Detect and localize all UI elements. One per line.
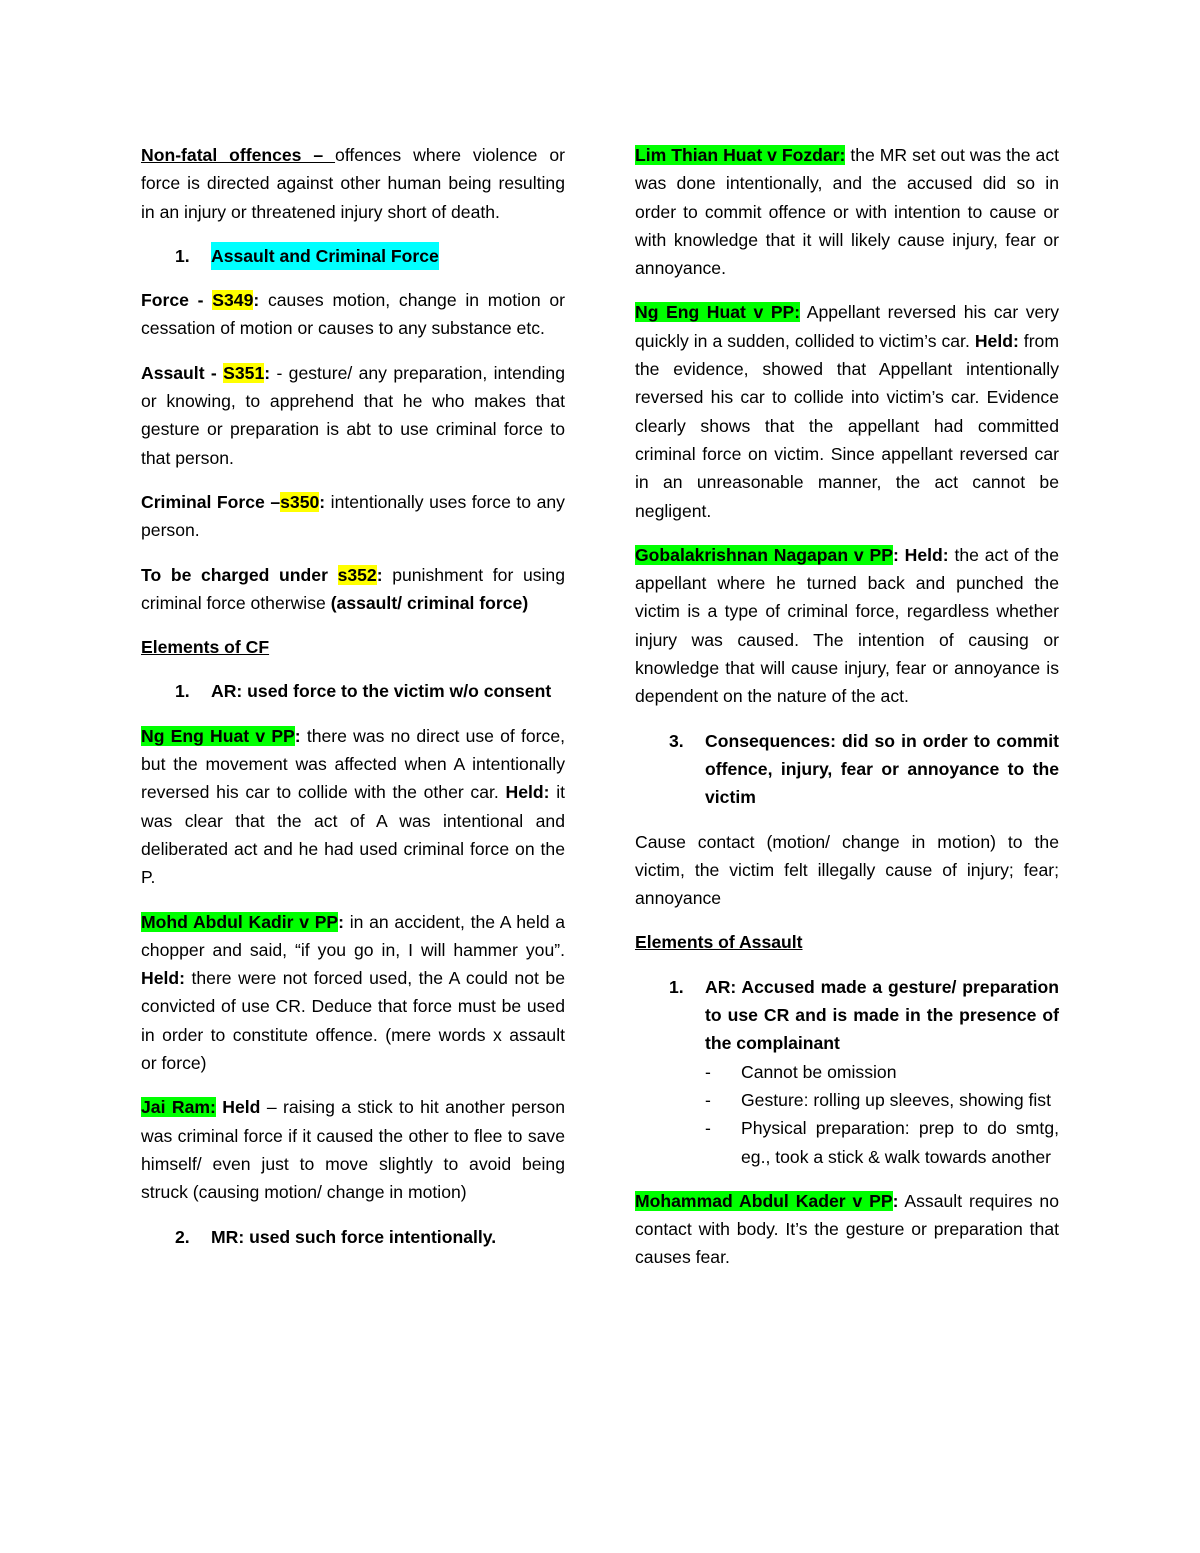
dash-text: Cannot be omission: [741, 1061, 897, 1082]
force-text: causes motion, change in motion or cessation of motion or causes to any substance etc.: [141, 290, 565, 339]
intro-text: offences where violence or force is directed against other human being resulting in an injury or threatened injury short of death.: [141, 145, 565, 222]
charged-bold-tail: (assault/ criminal force): [330, 592, 529, 613]
dash-marker: -: [705, 1089, 711, 1110]
case-text: there was no direct use of force, but the movement was affected when A intentionally reversed his car to collide with the other car.: [141, 725, 565, 803]
intro-term: Non-fatal offences –: [141, 145, 336, 165]
list-item: [669, 973, 1059, 1058]
section-heading-number: 1.: [175, 245, 190, 266]
case-held: Held:: [141, 968, 185, 989]
case-name: Jai Ram:: [141, 1097, 216, 1118]
criminal-force-section: s350: [280, 491, 320, 512]
case-mohammad-abdul-kader: [635, 1187, 1059, 1272]
charged-section: s352: [337, 564, 377, 585]
list-item-text: AR: used force to the victim w/o consent: [211, 681, 552, 702]
case-text: Assault requires no contact with body. It’s the gesture or preparation that causes fear.: [635, 1190, 1059, 1268]
criminal-force-text: intentionally uses force to any person.: [141, 491, 565, 541]
right-column: [635, 141, 1059, 1288]
case-text: it was clear that the act of A was intentional and deliberated act and he had used criminal force on the P.: [141, 782, 565, 888]
case-text: the MR set out was the act was done intentionally, and the accused did so in order to commit offence or with intention to cause or with knowledge that it will likely cause injury, fear or annoyance.: [635, 145, 1060, 279]
dash-marker: -: [705, 1061, 711, 1082]
case-name: Ng Eng Huat v PP: [141, 725, 295, 746]
case-text: there were not forced used, the A could not be convicted of use CR. Deduce that force must be used in order to constitute offence. (mere words x assault or force): [141, 968, 565, 1074]
case-text: the act of the appellant where he turned back and punched the victim is a type of criminal force, regardless whether injury was caused. The intention of causing or knowledge that will cause injury, fear or annoyance is dependent on the nature of the act.: [635, 544, 1059, 707]
case-text: from the evidence, showed that Appellant intentionally reversed his car to collide into victim’s car. Evidence clearly shows that the appellant had committed criminal force on victim. Since appellant reversed car in an unreasonable manner, the act cannot be negligent.: [635, 330, 1059, 521]
list-item-text: Consequences: did so in order to commit offence, injury, fear or annoyance to the victim: [705, 730, 1059, 808]
case-text: in an accident, the A held a chopper and said, “if you go in, I will hammer you”.: [141, 911, 566, 960]
elements-cf-heading: Elements of CF: [141, 637, 270, 658]
assault-colon: :: [264, 362, 271, 383]
force-colon: :: [253, 290, 260, 311]
case-colon: :: [892, 544, 899, 565]
case-jai-ram: [141, 1093, 565, 1206]
case-colon: :: [892, 1190, 899, 1211]
cause-paragraph: Cause contact (motion/ change in motion) to the victim, the victim felt illegally cause of injury; fear; annoyance: [635, 831, 1059, 909]
case-name: Gobalakrishnan Nagapan v PP: [635, 544, 893, 565]
case-lim-thian-huat: [635, 141, 1059, 282]
case-name: Lim Thian Huat v Fozdar:: [635, 145, 846, 165]
dash-list: [705, 1058, 1059, 1171]
force-definition: [141, 286, 565, 343]
assault-label: Assault -: [141, 362, 224, 383]
charged-text: punishment for using criminal force otherwise: [141, 564, 566, 613]
dash-item: [705, 1114, 1059, 1171]
intro-paragraph: [141, 141, 565, 226]
dash-marker: -: [705, 1118, 711, 1139]
case-held: Held:: [974, 330, 1019, 351]
case-name: Ng Eng Huat v PP:: [635, 302, 801, 323]
dash-text: Gesture: rolling up sleeves, showing fist: [741, 1089, 1051, 1110]
assault-text: - gesture/ any preparation, intending or knowing, to apprehend that he who makes that gesture or preparation is abt to use criminal force to that person.: [141, 362, 565, 468]
case-text: Appellant reversed his car very quickly in a sudden, collided to victim’s car.: [635, 302, 1059, 351]
list-item-number: 1.: [175, 681, 190, 702]
list-item-number: 1.: [669, 976, 684, 997]
dash-item: [705, 1058, 1059, 1086]
assault-section: S351: [223, 362, 265, 383]
case-mohd-abdul-kadir: [141, 908, 565, 1078]
criminal-force-definition: [141, 488, 565, 545]
charged-colon: :: [376, 564, 383, 585]
case-colon: :: [294, 725, 301, 746]
list-item: [669, 727, 1059, 812]
list-item-number: 3.: [669, 730, 684, 751]
case-held: Held:: [898, 544, 949, 565]
case-colon: :: [338, 911, 345, 932]
case-held: Held:: [505, 782, 550, 803]
charged-label: To be charged under: [141, 564, 338, 585]
case-ng-eng-huat: [141, 722, 565, 892]
list-item-text: MR: used such force intentionally.: [211, 1226, 497, 1247]
case-ng-eng-huat-2: [635, 298, 1059, 524]
elements-assault-heading: Elements of Assault: [635, 932, 803, 953]
force-label: Force -: [141, 290, 213, 311]
list-item-text: AR: Accused made a gesture/ preparation to use CR and is made in the presence of the complainant: [705, 976, 1059, 1054]
case-text: – raising a stick to hit another person was criminal force if it caused the other to flee to save himself/ even just to move slightly to avoid being struck (causing motion/ change in motion): [141, 1097, 566, 1203]
dash-item: [705, 1086, 1059, 1114]
case-name: Mohd Abdul Kadir v PP: [141, 911, 339, 932]
force-section: S349: [212, 290, 254, 311]
section-heading-label: Assault and Criminal Force: [211, 242, 439, 270]
list-item-number: 2.: [175, 1226, 190, 1247]
charged-paragraph: [141, 561, 565, 618]
criminal-force-colon: :: [319, 491, 326, 512]
case-held: Held: [215, 1097, 261, 1118]
dash-text: Physical preparation: prep to do smtg, eg., took a stick & walk towards another: [741, 1118, 1059, 1167]
section-heading: [175, 242, 565, 270]
assault-definition: [141, 359, 565, 472]
criminal-force-label: Criminal Force –: [141, 491, 281, 512]
case-name: Mohammad Abdul Kader v PP: [635, 1190, 893, 1211]
list-item: [175, 677, 565, 705]
left-column: [141, 141, 565, 1267]
list-item: [175, 1223, 565, 1251]
case-gobalakrishnan: [635, 541, 1059, 711]
